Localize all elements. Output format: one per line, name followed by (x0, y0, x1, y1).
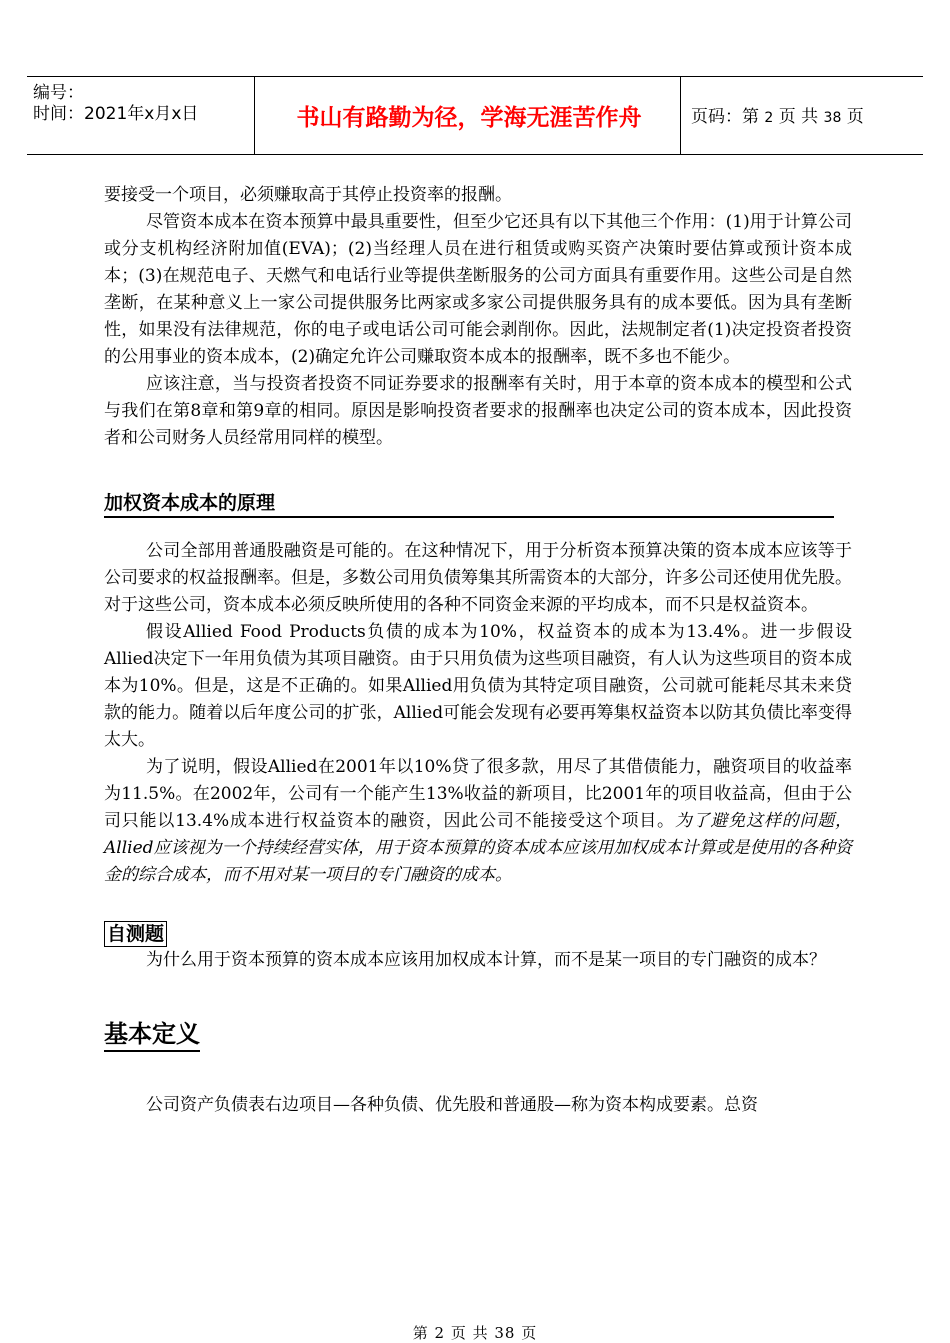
paragraph-6-text: 为了说明，假设Allied在2001年以10%贷了很多款，用尽了其借债能力，融资项目的收益率为11.5%。在2002年，公司有一个能产生13%收益的新项目，比2001年的项目收益高，但由于公司只能以13.4%成本进行权益资本的融资，因此公司不能接受这个项目。 (104, 757, 852, 831)
self-test-question: 为什么用于资本预算的资本成本应该用加权成本计算，而不是某一项目的专门融资的成本？ (146, 950, 826, 970)
paragraph-2: 尽管资本成本在资本预算中最具重要性，但至少它还具有以下其他三个作用：(1)用于计算公司或分支机构经济附加值(EVA)；(2)当经理人员在进行租赁或购买资产决策时要估算或预计资本成本；(3)在规范电子、天燃气和电话行业等提供垄断服务的公司方面具有重要作用。这些公司是自然垄断，在某种意义上一家公司提供服务比两家或多家公司提供服务具有的成本要低。因为具有垄断性，如果没有法律规范，你的电子或电话公司可能会剥削你。因此，法规制定者(1)决定投资者投资的公用事业的资本成本，(2)确定允许公司赚取资本成本的报酬率，既不多也不能少。 (104, 212, 852, 367)
page-footer: 第 2 页 共 38 页 (412, 1324, 538, 1342)
header-top-rule (27, 76, 923, 77)
paragraph-3: 应该注意，当与投资者投资不同证券要求的报酬率有关时，用于本章的资本成本的模型和公式与我们在第8章和第9章的相同。原因是影响投资者要求的报酬率也决定公司的资本成本，因此投资者和公司财务人员经常用同样的模型。 (104, 374, 852, 448)
document-number-label: 编号： (33, 83, 84, 103)
page-suffix: 页 (846, 107, 864, 127)
header-bottom-rule (27, 154, 923, 155)
page-mid: 页 共 (778, 107, 819, 127)
header-motto: 书山有路勤为径，学海无涯苦作舟 (296, 105, 642, 131)
document-time: 时间：2021年x月x日 (33, 104, 199, 124)
page-number: 2 (764, 110, 774, 126)
page-prefix: 页码：第 (691, 107, 759, 127)
paragraph-4: 公司全部用普通股融资是可能的。在这种情况下，用于分析资本预算决策的资本成本应该等于公司要求的权益报酬率。但是，多数公司用负债筹集其所需资本的大部分，许多公司还使用优先股。对于这些公司，资本成本必须反映所使用的各种不同资金来源的平均成本，而不只是权益资本。 (104, 541, 852, 615)
header-page-info (691, 106, 864, 129)
self-test-heading: 自测题 (104, 921, 167, 947)
paragraph-1: 要接受一个项目，必须赚取高于其停止投资率的报酬。 (104, 185, 512, 205)
section-heading-weighted-cost: 加权资本成本的原理 (104, 490, 834, 518)
page-total: 38 (823, 110, 842, 126)
header-meta (33, 83, 198, 125)
document-body (104, 182, 852, 1119)
section-heading-basic-definitions: 基本定义 (104, 1018, 200, 1052)
paragraph-8: 公司资产负债表右边项目—各种负债、优先股和普通股—称为资本构成要素。总资 (146, 1095, 758, 1115)
paragraph-6-italic: 为了避免这样的问题，Allied应该视为一个持续经营实体，用于资本预算的资本成本应该用加权成本计算或是使用的各种资金的综合成本，而不用对某一项目的专门融资的成本。 (104, 811, 852, 885)
paragraph-6 (104, 754, 852, 889)
paragraph-5: 假设Allied Food Products负债的成本为10%，权益资本的成本为13.4%。进一步假设Allied决定下一年用负债为其项目融资。由于只用负债为这些项目融资，有人认为这些项目的资本成本为10%。但是，这是不正确的。如果Allied用负债为其特定项目融资，公司就可能耗尽其未来贷款的能力。随着以后年度公司的扩张，Allied可能会发现有必要再筹集权益资本以防其负债比率变得太大。 (104, 622, 852, 750)
header-divider-left (254, 76, 255, 154)
